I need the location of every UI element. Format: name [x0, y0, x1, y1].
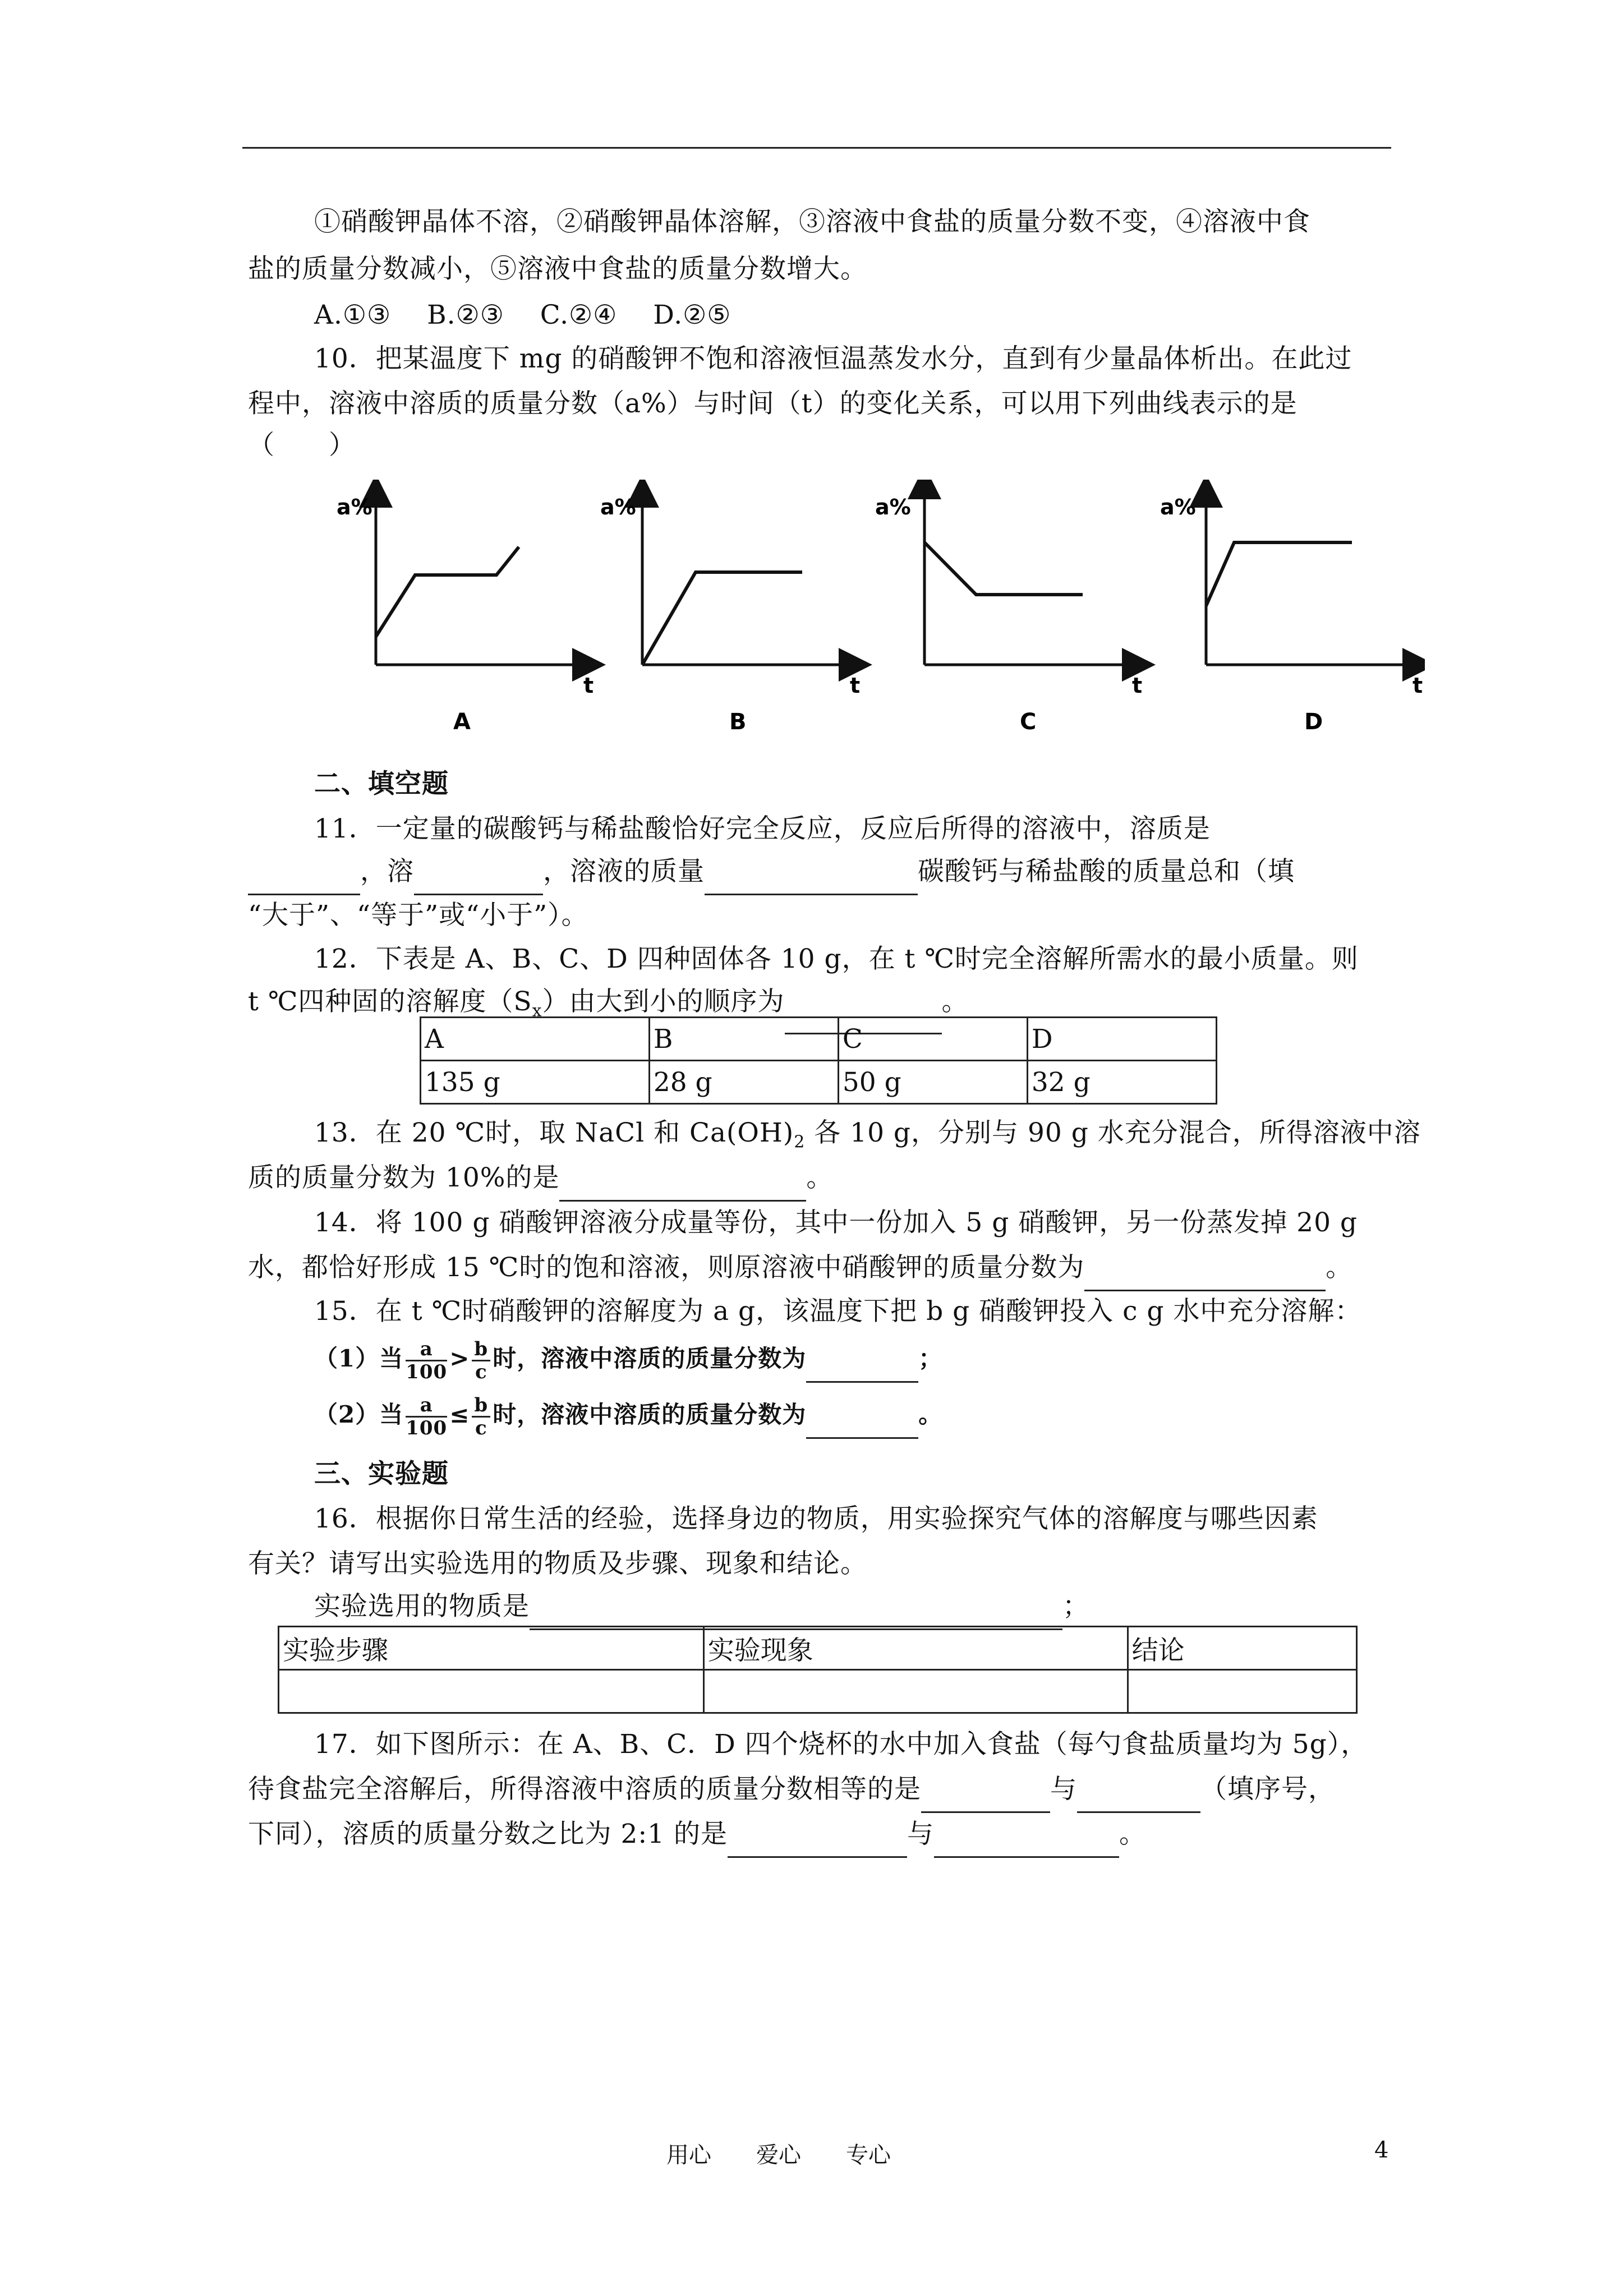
- q15-sub2-suffix: 时，溶液中溶质的质量分数为: [493, 1401, 807, 1428]
- q12-header-b: B: [649, 1018, 838, 1061]
- q15-sub2-frac1: [406, 1395, 447, 1439]
- q12-header-d: D: [1027, 1018, 1216, 1061]
- q17-blank-4[interactable]: [934, 1827, 1119, 1858]
- graph-a-ylabel: a%: [337, 495, 372, 519]
- q14-text1: 14．将 100 g 硝酸钾溶液分成量等份，其中一份加入 5 g 硝酸钾，另一份蒸发掉 20 g: [314, 1207, 1358, 1238]
- q13-text1a: 13．在 20 ℃时，取 NaCl 和 Ca(OH): [314, 1117, 794, 1148]
- q15-blank-1[interactable]: [806, 1356, 918, 1383]
- graph-d: [1160, 491, 1423, 735]
- q15-sub2-op: ≤: [449, 1401, 470, 1428]
- q14-text2b: 。: [1326, 1252, 1353, 1283]
- q16-table: [278, 1626, 1358, 1714]
- graph-d-label: D: [1304, 709, 1323, 735]
- frac-den: 100: [406, 1360, 448, 1383]
- q16-line2: [248, 1540, 1387, 1588]
- q17-line2: [248, 1766, 1387, 1813]
- graph-c-xlabel: t: [1132, 673, 1143, 698]
- q17-text1: 17．如下图所示：在 A、B、C．D 四个烧杯的水中加入食盐（每勺食盐质量均为 5g），: [314, 1729, 1368, 1760]
- q12-value-d: 32 g: [1027, 1061, 1216, 1104]
- q13-line2: [248, 1154, 1387, 1202]
- frac-num: b: [472, 1395, 490, 1418]
- q17-text2c: （填序号，: [1200, 1774, 1335, 1805]
- q11-text2c: 碳酸钙与稀盐酸的质量总和（填: [918, 856, 1295, 887]
- q16-header-conclusion: 结论: [1128, 1627, 1356, 1670]
- q16-cell-conclusion[interactable]: [1128, 1670, 1356, 1713]
- section-2-heading: [248, 761, 1387, 808]
- q12-value-a: 135 g: [421, 1061, 650, 1104]
- q9-options-line1: ①硝酸钾晶体不溶，②硝酸钾晶体溶解，③溶液中食盐的质量分数不变，④溶液中食: [314, 206, 1310, 237]
- q16-header-phenomena: 实验现象: [703, 1627, 1128, 1670]
- q15-text1: 15．在 t ℃时硝酸钾的溶解度为 a g，该温度下把 b g 硝酸钾投入 c g 水中充分溶解：: [314, 1296, 1362, 1327]
- header-rule: [242, 147, 1391, 149]
- frac-den: c: [475, 1416, 487, 1439]
- q12-text2b: ）由大到小的顺序为: [542, 986, 785, 1017]
- q11-blank-3[interactable]: [705, 864, 918, 895]
- q10-line2: [248, 380, 1387, 427]
- q15-sub2-end: 。: [918, 1401, 943, 1428]
- q14-line2: [248, 1244, 1387, 1291]
- frac-num: b: [472, 1338, 490, 1361]
- q10-graphs: [303, 480, 1425, 743]
- q17-text2b: 与: [1050, 1774, 1077, 1805]
- graph-c: [875, 482, 1142, 735]
- table-row: [421, 1018, 1217, 1061]
- q14-line1: [248, 1199, 1387, 1246]
- q11-text1: 11．一定量的碳酸钙与稀盐酸恰好完全反应，反应后所得的溶液中，溶质是: [314, 813, 1211, 844]
- q12-sub: x: [532, 1001, 542, 1021]
- q17-text3c: 。: [1119, 1819, 1147, 1849]
- q9-choices-text: A.①③ B.②③ C.②④ D.②⑤: [314, 300, 732, 330]
- graph-c-label: C: [1020, 709, 1037, 735]
- q16-text3b: ；: [1062, 1591, 1089, 1622]
- graph-b-label: B: [729, 709, 747, 735]
- frac-den: 100: [406, 1416, 448, 1439]
- q17-line3: [248, 1811, 1387, 1858]
- q12-header-c: C: [838, 1018, 1027, 1061]
- section-3-heading: [248, 1451, 1387, 1498]
- q11-text2b: ，溶液的质量: [543, 856, 705, 887]
- q17-text3b: 与: [907, 1819, 935, 1849]
- q16-line3: [248, 1583, 1387, 1630]
- q13-sub: 2: [794, 1132, 806, 1152]
- graph-a-label: A: [453, 709, 471, 735]
- footer-motto: 用心 爱心 专心: [666, 2142, 891, 2168]
- graph-a-xlabel: t: [583, 673, 594, 698]
- q15-sub1-frac2: [472, 1338, 490, 1383]
- q11-line3: [248, 892, 1387, 939]
- q15-sub1-op: >: [449, 1345, 470, 1372]
- q15-sub1-prefix: （1）当: [314, 1345, 404, 1372]
- q13-blank[interactable]: [559, 1171, 806, 1202]
- q15-sub1-frac1: [406, 1338, 447, 1383]
- q10-text1: 10．把某温度下 mg 的硝酸钾不饱和溶液恒温蒸发水分，直到有少量晶体析出。在此过: [314, 343, 1352, 374]
- q9-options: [248, 199, 1387, 246]
- q12-text1: 12．下表是 A、B、C、D 四种固体各 10 g，在 t ℃时完全溶解所需水的最小质量。则: [314, 944, 1359, 974]
- q14-text2a: 水，都恰好形成 15 ℃时的饱和溶液，则原溶液中硝酸钾的质量分数为: [248, 1252, 1085, 1283]
- q11-line1: [248, 806, 1387, 853]
- q10-graph-svg: [303, 480, 1425, 743]
- q12-table: [420, 1016, 1217, 1105]
- graph-b-ylabel: a%: [600, 495, 636, 519]
- q15-line1: [248, 1288, 1387, 1335]
- graph-d-ylabel: a%: [1160, 495, 1196, 519]
- q16-text3a: 实验选用的物质是: [314, 1591, 530, 1622]
- frac-den: c: [475, 1360, 487, 1383]
- q10-text3: （ ）: [248, 430, 356, 461]
- q13-text1b: 各 10 g，分别与 90 g 水充分混合，所得溶液中溶: [805, 1117, 1421, 1148]
- q15-sub2: [314, 1391, 1453, 1439]
- q9-options-cont: [248, 246, 1387, 293]
- q9-choices: [248, 292, 1387, 339]
- graph-c-ylabel: a%: [875, 495, 911, 519]
- q15-sub2-frac2: [472, 1395, 490, 1439]
- graph-b: [600, 491, 860, 735]
- q16-cell-phenomena[interactable]: [703, 1670, 1128, 1713]
- frac-num: a: [406, 1395, 447, 1418]
- q13-text2a: 质的质量分数为 10%的是: [248, 1162, 560, 1193]
- q12-line1: [248, 936, 1387, 983]
- graph-a: [337, 491, 594, 735]
- section-2-title: 二、填空题: [314, 769, 449, 799]
- q12-value-b: 28 g: [649, 1061, 838, 1104]
- q12-text2a: t ℃四种固的溶解度（S: [248, 986, 532, 1017]
- q16-line1: [248, 1496, 1387, 1543]
- q11-text2a: ，溶: [360, 856, 414, 887]
- q17-text2a: 待食盐完全溶解后，所得溶液中溶质的质量分数相等的是: [248, 1774, 921, 1805]
- q17-text3a: 下同），溶质的质量分数之比为 2:1 的是: [248, 1819, 728, 1849]
- q16-header-steps: 实验步骤: [279, 1627, 704, 1670]
- q13-text2b: 。: [806, 1162, 834, 1193]
- q15-sub1-end: ；: [918, 1345, 943, 1372]
- table-row: [421, 1061, 1217, 1104]
- graph-b-xlabel: t: [850, 673, 861, 698]
- q12-header-a: A: [421, 1018, 650, 1061]
- q17-line1: [248, 1721, 1387, 1768]
- q17-blank-3[interactable]: [728, 1827, 907, 1858]
- q11-blank-1[interactable]: [248, 864, 360, 895]
- section-3-title: 三、实验题: [314, 1458, 449, 1489]
- q15-sub1-suffix: 时，溶液中溶质的质量分数为: [493, 1345, 807, 1372]
- q11-line2: [248, 848, 1387, 895]
- q17-blank-1[interactable]: [921, 1782, 1050, 1813]
- q11-blank-2[interactable]: [414, 864, 543, 895]
- q9-options-line2: 盐的质量分数减小，⑤溶液中食盐的质量分数增大。: [248, 254, 867, 284]
- q15-sub1: [314, 1335, 1453, 1383]
- q16-text2: 有关？请写出实验选用的物质及步骤、现象和结论。: [248, 1548, 867, 1579]
- q17-blank-2[interactable]: [1077, 1782, 1200, 1813]
- q15-blank-2[interactable]: [806, 1412, 918, 1439]
- q12-value-c: 50 g: [838, 1061, 1027, 1104]
- q16-cell-steps[interactable]: [279, 1670, 704, 1713]
- q10-line3: [248, 422, 1387, 469]
- page-number: 4: [1374, 2137, 1389, 2163]
- q11-text3: “大于”、“等于”或“小于”）。: [248, 900, 588, 931]
- q14-blank[interactable]: [1084, 1260, 1326, 1291]
- q15-sub2-prefix: （2）当: [314, 1401, 404, 1428]
- q12-text2c: 。: [941, 986, 969, 1017]
- graph-d-xlabel: t: [1413, 673, 1423, 698]
- table-row: [279, 1670, 1357, 1713]
- q10-line1: [248, 335, 1387, 383]
- frac-num: a: [406, 1338, 447, 1361]
- q10-text2: 程中，溶液中溶质的质量分数（a%）与时间（t）的变化关系，可以用下列曲线表示的是: [248, 388, 1298, 419]
- table-row: [279, 1627, 1357, 1670]
- q16-text1: 16．根据你日常生活的经验，选择身边的物质，用实验探究气体的溶解度与哪些因素: [314, 1503, 1318, 1534]
